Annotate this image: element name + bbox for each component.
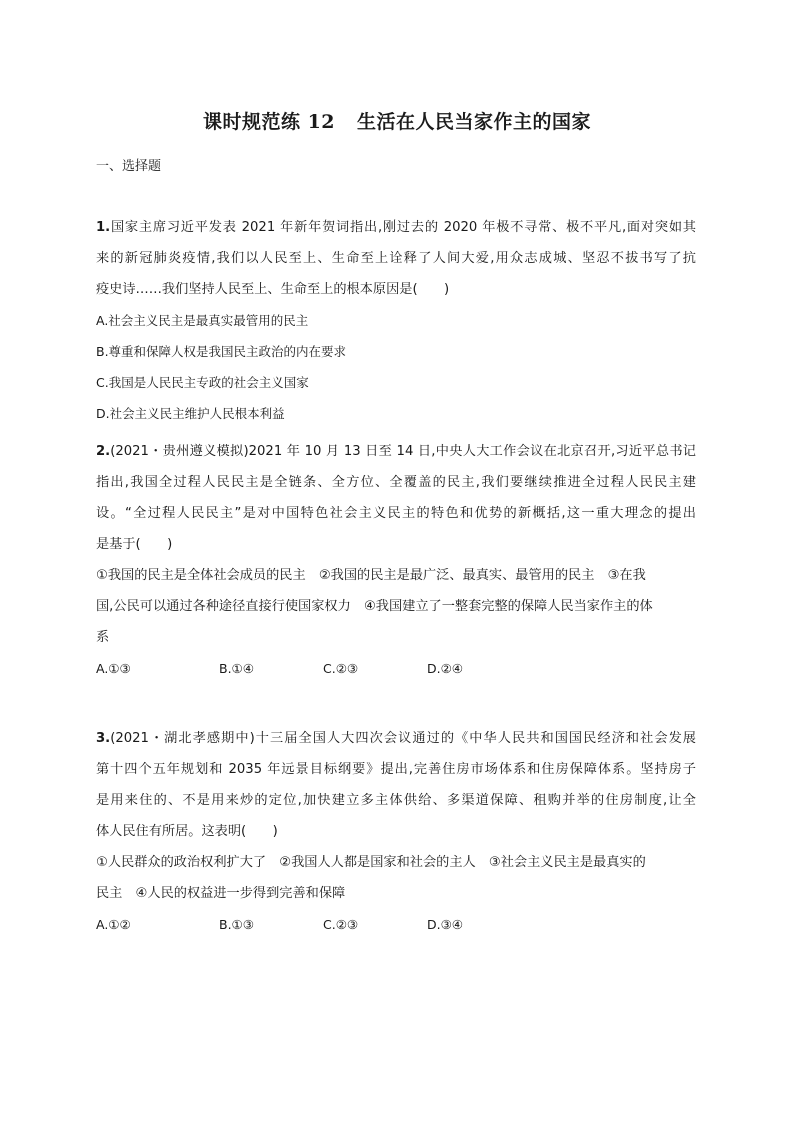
question-3-choice-c: C.②③ xyxy=(323,917,359,932)
question-2-line-1: 2.(2021・贵州遵义模拟)2021 年 10 月 13 日至 14 日,中央人大工作会议在北京召开,习近平总书记 xyxy=(96,444,696,459)
question-3-choices xyxy=(96,909,696,940)
question-2-line-4: 是基于( ) xyxy=(96,537,173,552)
question-3-choice-d: D.③④ xyxy=(427,917,464,932)
title-lesson: 课时规范练 12 xyxy=(202,111,336,133)
question-2-statements-2: 国,公民可以通过各种途径直接行使国家权力 ④我国建立了一整套完整的保障人民当家作主的体 xyxy=(96,599,653,614)
question-2-number: 2. xyxy=(96,444,111,459)
question-1-option-c: C.我国是人民民主专政的社会主义国家 xyxy=(96,375,309,390)
question-1-option-b: B.尊重和保障人权是我国民主政治的内在要求 xyxy=(96,344,347,359)
question-2-statements-1: ①我国的民主是全体社会成员的民主 ②我国的民主是最广泛、最真实、最管用的民主 ③在我 xyxy=(96,568,646,583)
question-3-line-4: 体人民住有所居。这表明( ) xyxy=(96,824,278,839)
question-3 xyxy=(96,723,696,940)
question-1-line-1: 1.国家主席习近平发表 2021 年新年贺词指出,刚过去的 2020 年极不寻常、极不平凡,面对突如其 xyxy=(96,220,696,235)
question-3-choice-a: A.①② xyxy=(96,917,131,932)
question-1 xyxy=(96,212,696,429)
question-2-statements-3: 系 xyxy=(96,630,110,645)
question-3-choice-b: B.①③ xyxy=(219,917,254,932)
question-3-statements-2: 民主 ④人民的权益进一步得到完善和保障 xyxy=(96,886,346,901)
question-2-choice-a: A.①③ xyxy=(96,661,131,676)
question-2-choice-b: B.①④ xyxy=(219,661,254,676)
question-3-line-1: 3.(2021・湖北孝感期中)十三届全国人大四次会议通过的《中华人民共和国国民经济和社会发展 xyxy=(96,731,696,746)
question-2-choice-d: D.②④ xyxy=(427,661,464,676)
question-2-line-2: 指出,我国全过程人民民主是全链条、全方位、全覆盖的民主,我们要继续推进全过程人民民主建 xyxy=(96,475,696,490)
page-title xyxy=(0,107,794,134)
question-2-choices xyxy=(96,653,696,684)
question-1-line-3: 疫史诗……我们坚持人民至上、生命至上的根本原因是( ) xyxy=(96,282,450,297)
section-heading: 一、选择题 xyxy=(96,159,162,174)
question-3-statements-1: ①人民群众的政治权利扩大了 ②我国人人都是国家和社会的主人 ③社会主义民主是最真实的 xyxy=(96,855,646,870)
question-3-line-3: 是用来住的、不是用来炒的定位,加快建立多主体供给、多渠道保障、租购并举的住房制度,让全 xyxy=(96,793,696,808)
question-1-option-d: D.社会主义民主维护人民根本利益 xyxy=(96,406,285,421)
question-2-line-3: 设。“全过程人民民主”是对中国特色社会主义民主的特色和优势的新概括,这一重大理念的提出 xyxy=(96,506,696,521)
question-1-number: 1. xyxy=(96,220,111,235)
question-3-number: 3. xyxy=(96,731,111,746)
title-topic: 生活在人民当家作主的国家 xyxy=(357,111,592,133)
question-3-line-2: 第十四个五年规划和 2035 年远景目标纲要》提出,完善住房市场体系和住房保障体系。坚持房子 xyxy=(96,762,696,777)
question-1-line-2: 来的新冠肺炎疫情,我们以人民至上、生命至上诠释了人间大爱,用众志成城、坚忍不拔书写了抗 xyxy=(96,251,696,266)
question-2-choice-c: C.②③ xyxy=(323,661,359,676)
question-1-option-a: A.社会主义民主是最真实最管用的民主 xyxy=(96,313,309,328)
question-2 xyxy=(96,436,696,684)
